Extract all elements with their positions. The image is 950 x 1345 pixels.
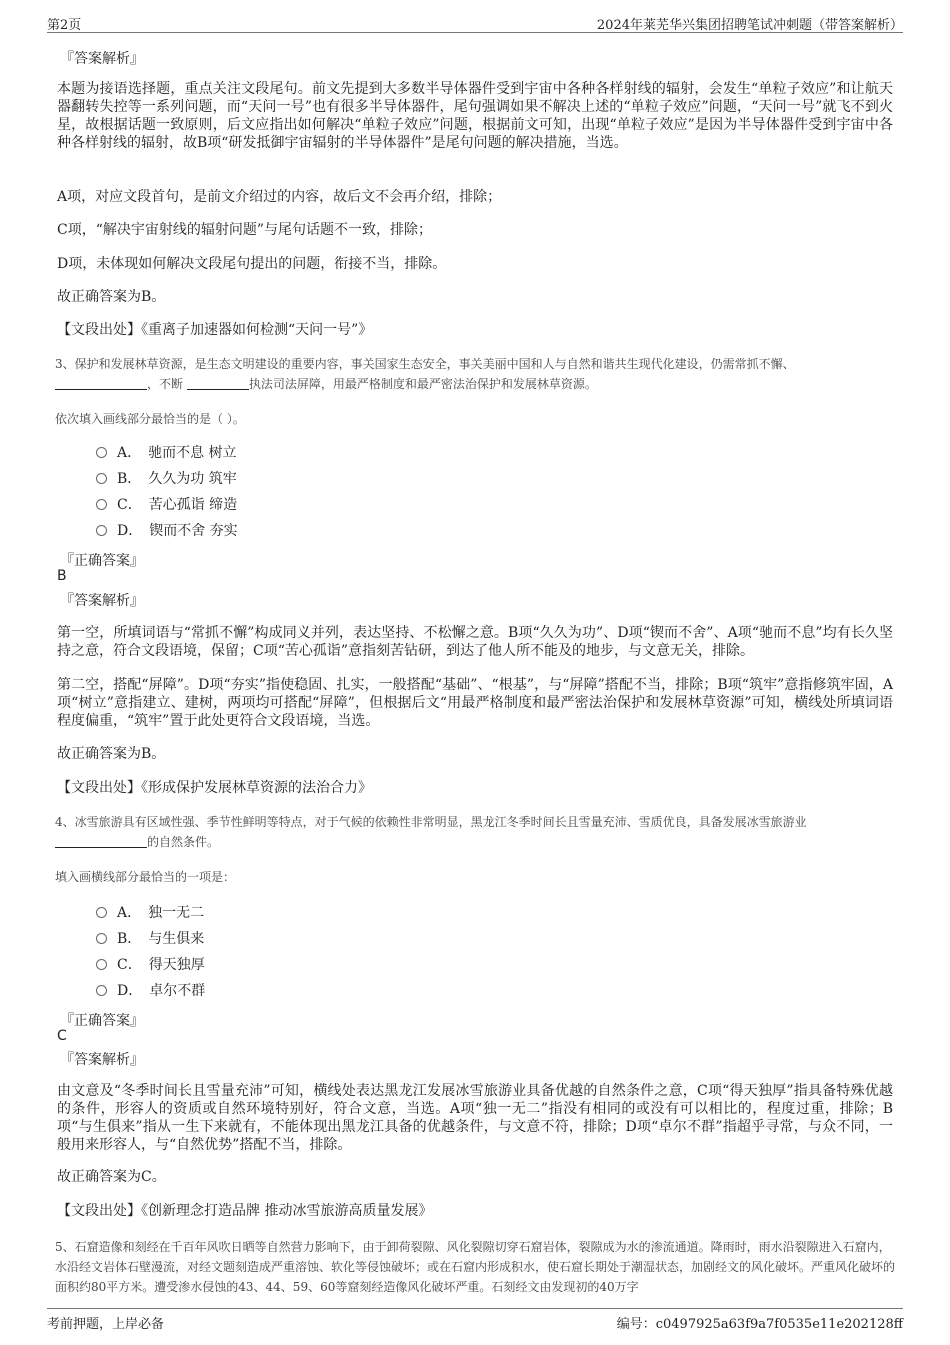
- document-code: 编号：c0497925a63f9a7f0535e11e202128ff: [616, 1317, 903, 1332]
- question-stem: 3、保护和发展林草资源，是生态文明建设的重要内容，事关国家生态安全，事关美丽中国和人与自然和谐共生现代化建设，仍需常抓不懈、 ，不断 执法司法屏障，用最严格制度和最严密法治保护和发展林草资源。: [55, 357, 795, 391]
- question-instruction: 依次填入画线部分最恰当的是（ ）。: [55, 412, 245, 426]
- radio-icon[interactable]: [96, 985, 107, 996]
- option-c[interactable]: C． 得天独厚: [96, 955, 205, 975]
- analysis-paragraph: D项，未体现如何解决文段尾句提出的问题，衔接不当，排除。: [57, 256, 447, 272]
- question-stem: 4、冰雪旅游具有区域性强、季节性鲜明等特点，对于气候的依赖性非常明显，黑龙江冬季时间长且雪量充沛、雪质优良，具备发展冰雪旅游业 的自然条件。: [55, 815, 807, 849]
- answer-blank: [55, 375, 147, 390]
- analysis-paragraph: 第二空，搭配“屏障”。D项“夯实”指使稳固、扎实，一般搭配“基础”、“根基”，与“屏障”搭配不当，排除；B项“筑牢”意指修筑牢固，A项“树立”意指建立、建树，两项均可搭配“屏障”，但根据后文“用最严格制度和最严密法治保护和发展林草资源”可知，横线处所填词语程度偏重，“筑牢”置于此处更符合文段语境，当选。: [57, 677, 893, 729]
- analysis-paragraph: 第一空，所填词语与“常抓不懈”构成同义并列，表达坚持、不松懈之意。B项“久久为功”、D项“锲而不舍”、A项“驰而不息”均有长久坚持之意，符合文段语境，保留；C项“苦心孤诣”意指刻苦钻研，到达了他人所不能及的地步，与文意无关，排除。: [57, 625, 893, 659]
- analysis-paragraph: A项，对应文段首句，是前文介绍过的内容，故后文不会再介绍，排除；: [57, 189, 502, 205]
- source-citation: 【文段出处】《创新理念打造品牌 推动冰雪旅游高质量发展》: [57, 1203, 433, 1219]
- analysis-label: 『答案解析』: [60, 593, 144, 609]
- conclusion: 故正确答案为B。: [57, 289, 166, 305]
- page-number: 第2页: [47, 18, 82, 33]
- footer-slogan: 考前押题，上岸必备: [47, 1317, 165, 1332]
- question-stem: 5、石窟造像和刻经在千百年风吹日晒等自然营力影响下，由于卸荷裂隙、风化裂隙切穿石窟岩体，裂隙成为水的渗流通道。降雨时，雨水沿裂隙进入石窟内，水沿经文岩体石壁漫流，对经文题刻造成严重溶蚀、软化等侵蚀破坏；或在石窟内形成积水，使石窟长期处于潮湿状态，加剧经文的风化破坏。严重风化破坏的面积约80平方米。遭受渗水侵蚀的43、44、59、60等窟刻经造像风化破坏严重。石刻经文由发现初的40万字: [55, 1240, 896, 1294]
- correct-answer: B: [57, 568, 67, 584]
- radio-icon[interactable]: [96, 447, 107, 458]
- analysis-paragraph: 本题为接语选择题，重点关注文段尾句。前文先提到大多数半导体器件受到宇宙中各种各样射线的辐射，会发生“单粒子效应”和让航天器翻转失控等一系列问题，而“天问一号”也有很多半导体器件，尾句强调如果不解决上述的“单粒子效应”问题，“天问一号”就飞不到火星，故根据话题一致原则，后文应指出如何解决“单粒子效应”问题，根据前文可知，出现“单粒子效应”是因为半导体器件受到宇宙中各种各样射线的辐射，故B项“研发抵御宇宙辐射的半导体器件”是尾句问题的解决措施，当选。: [57, 81, 893, 151]
- source-citation: 【文段出处】《形成保护发展林草资源的法治合力》: [57, 780, 372, 796]
- analysis-label: 『答案解析』: [60, 1052, 144, 1068]
- radio-icon[interactable]: [96, 907, 107, 918]
- radio-icon[interactable]: [96, 499, 107, 510]
- option-b[interactable]: B． 与生俱来: [96, 929, 204, 949]
- option-b[interactable]: B． 久久为功 筑牢: [96, 469, 237, 489]
- source-citation: 【文段出处】《重离子加速器如何检测“天问一号”》: [57, 322, 373, 338]
- question-instruction: 填入画横线部分最恰当的一项是：: [55, 870, 236, 884]
- conclusion: 故正确答案为B。: [57, 746, 166, 762]
- answer-blank: [187, 375, 249, 390]
- conclusion: 故正确答案为C。: [57, 1169, 166, 1185]
- correct-answer-label: 『正确答案』: [60, 553, 144, 569]
- radio-icon[interactable]: [96, 933, 107, 944]
- option-a[interactable]: A． 独一无二: [96, 903, 204, 923]
- correct-answer-label: 『正确答案』: [60, 1013, 144, 1029]
- analysis-paragraph: C项，“解决宇宙射线的辐射问题”与尾句话题不一致，排除；: [57, 222, 433, 238]
- correct-answer: C: [57, 1028, 67, 1044]
- answer-blank: [55, 833, 147, 848]
- analysis-label: 『答案解析』: [60, 51, 144, 67]
- option-c[interactable]: C． 苦心孤诣 缔造: [96, 495, 237, 515]
- analysis-paragraph: 由文意及“冬季时间长且雪量充沛”可知，横线处表达黑龙江发展冰雪旅游业具备优越的自然条件之意，C项“得天独厚”指具备特殊优越的条件，形容人的资质或自然环境特别好，符合文意，当选。A项“独一无二”指没有相同的或没有可以相比的，程度过重，排除；B项“与生俱来”指从一生下来就有，不能体现出黑龙江具备的优越条件，与文意不符，排除；D项“卓尔不群”指超乎寻常，与众不同，一般用来形容人，与“自然优势”搭配不当，排除。: [57, 1083, 893, 1153]
- page-footer: [47, 1308, 903, 1332]
- option-d[interactable]: D． 锲而不舍 夯实: [96, 521, 238, 541]
- radio-icon[interactable]: [96, 473, 107, 484]
- option-d[interactable]: D． 卓尔不群: [96, 981, 205, 1001]
- radio-icon[interactable]: [96, 525, 107, 536]
- option-a[interactable]: A． 驰而不息 树立: [96, 443, 237, 463]
- radio-icon[interactable]: [96, 959, 107, 970]
- page-header: [47, 10, 903, 33]
- document-title: 2024年莱芜华兴集团招聘笔试冲刺题（带答案解析）: [596, 18, 903, 33]
